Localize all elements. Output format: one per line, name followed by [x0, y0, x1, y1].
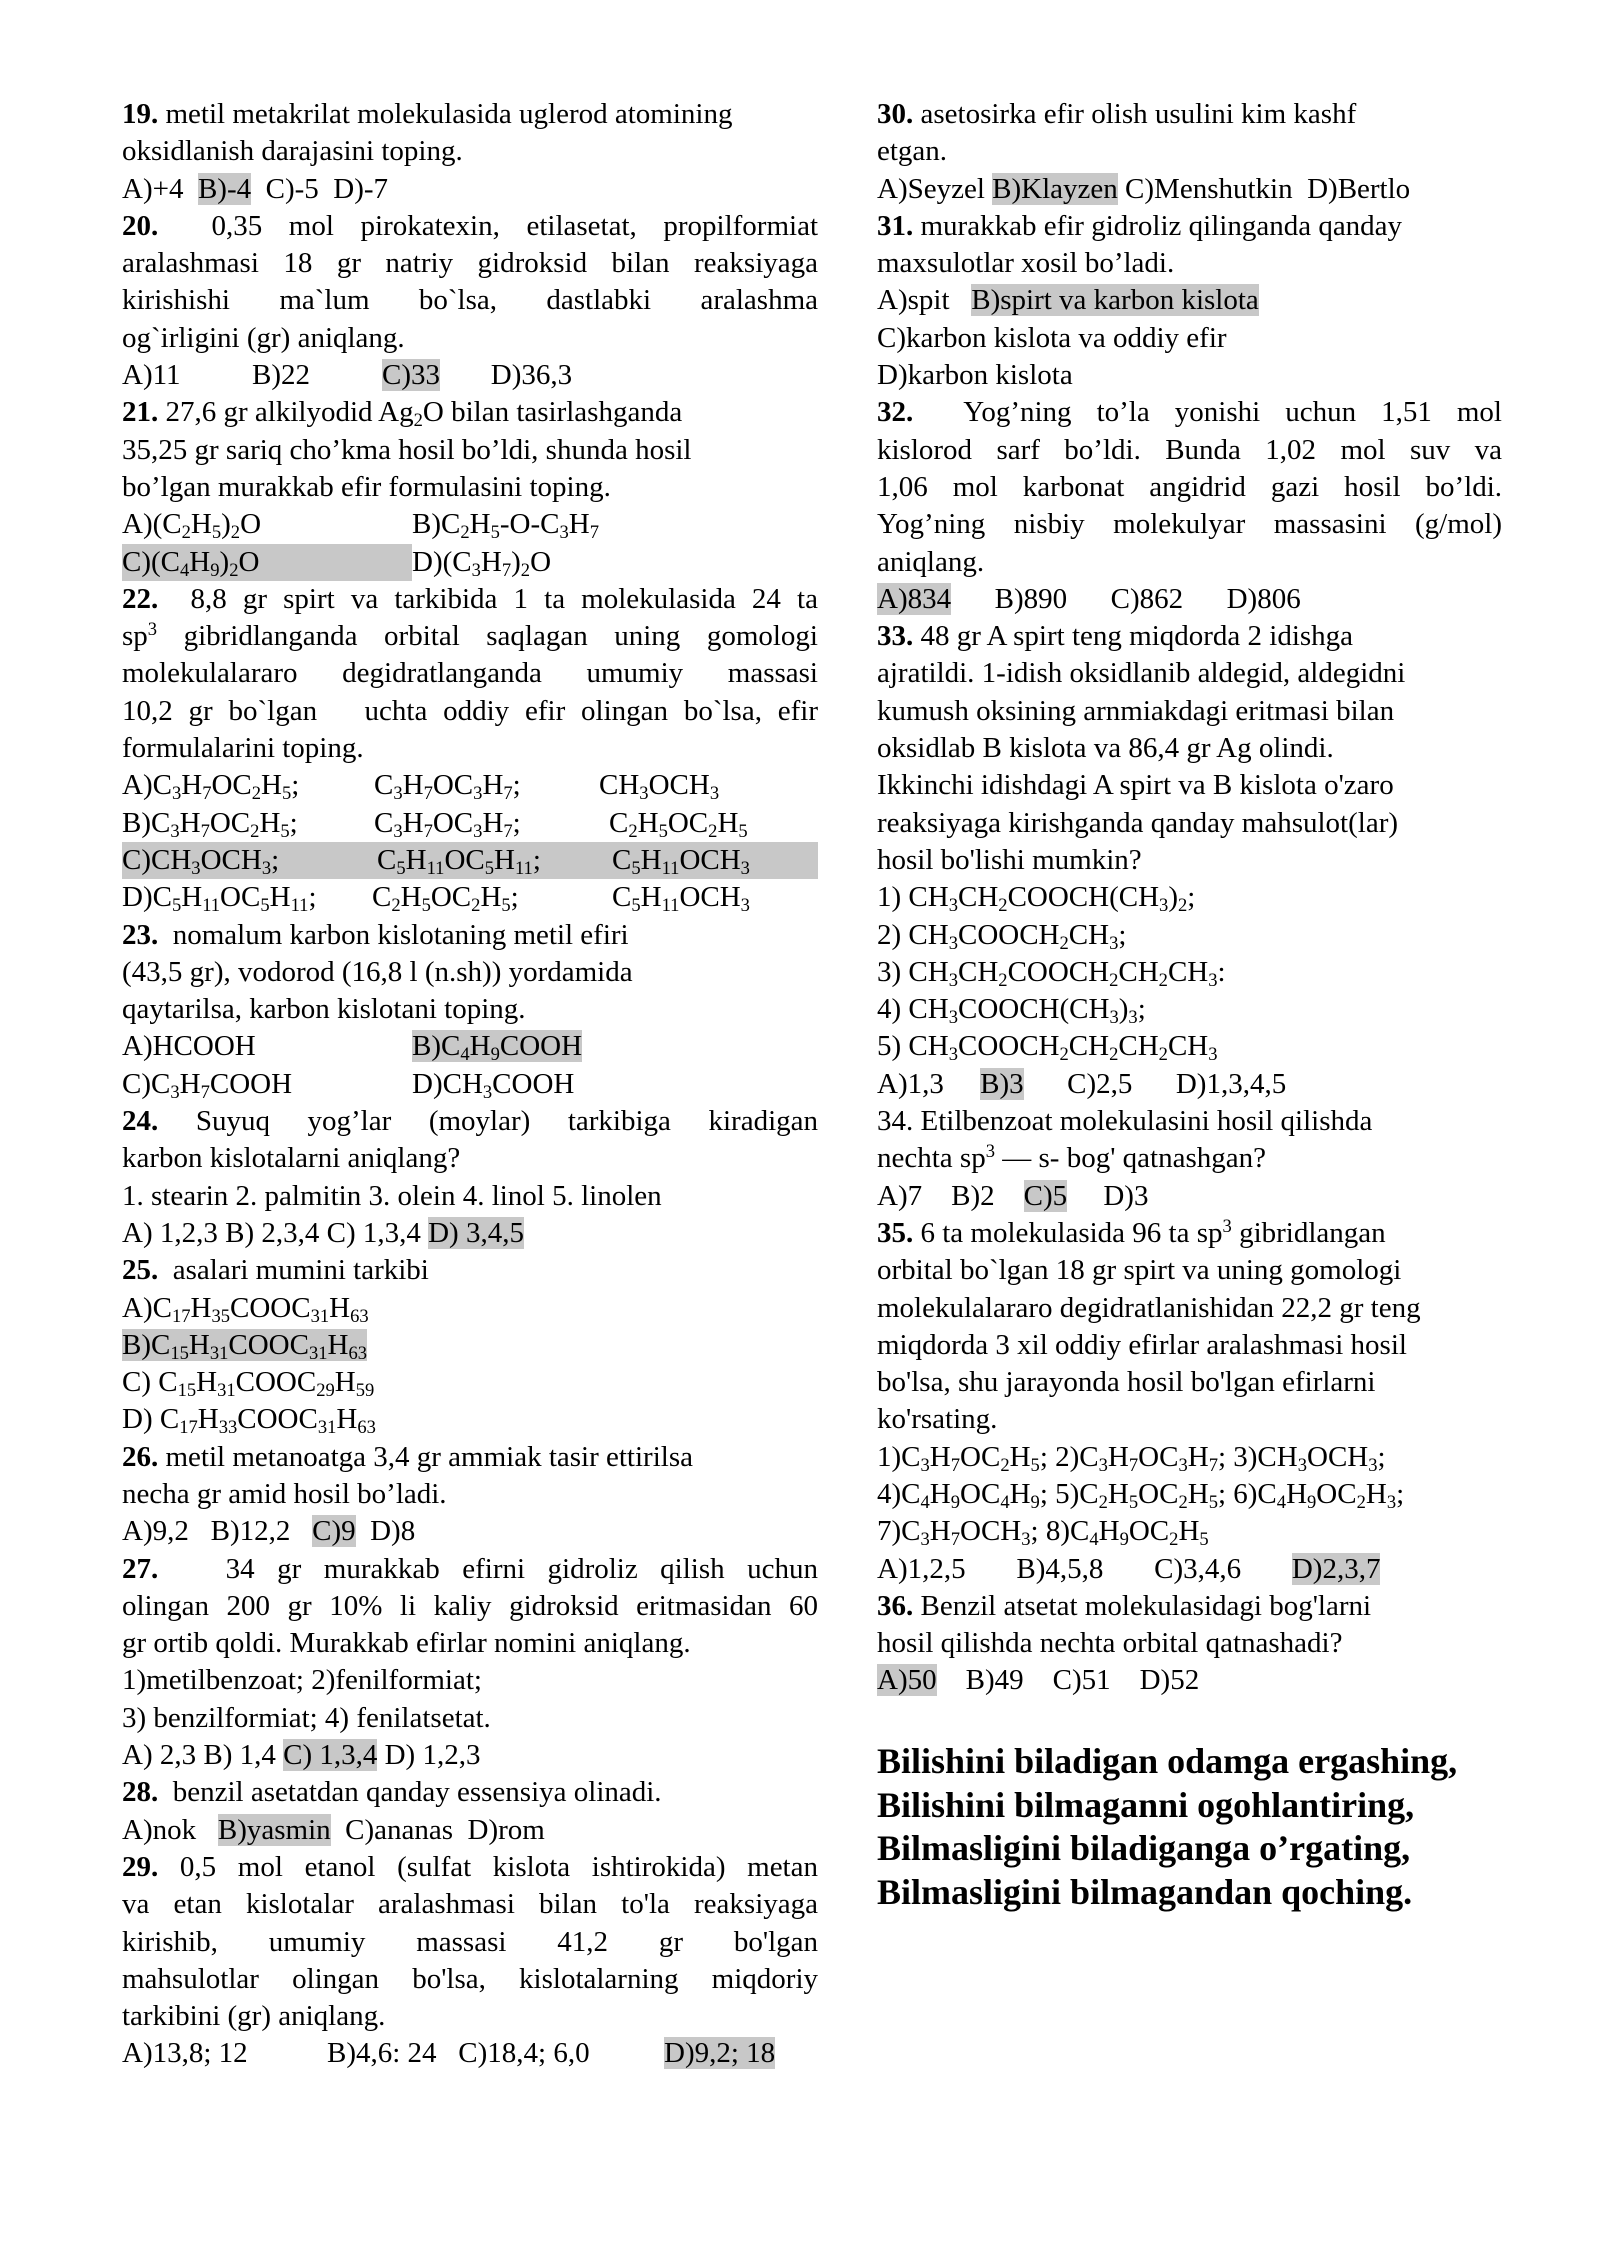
right-line — [877, 432, 1502, 469]
left-line — [122, 917, 818, 954]
text-run: kirishishi ma`lum bo`lsa, dastlabki aralashma — [122, 284, 818, 317]
text-run: karbon kislotalarni aniqlang? — [122, 1142, 461, 1175]
left-line — [122, 1252, 818, 1289]
right-line — [877, 1215, 1502, 1252]
right-line — [877, 1140, 1502, 1177]
left-line — [122, 1737, 818, 1774]
question-number: 20. — [122, 209, 159, 242]
motto-line: Bilmasligini biladiganga o’rgating, — [877, 1828, 1411, 1868]
question-number: 24. — [122, 1105, 159, 1138]
motto-line: Bilishini bilmaganni ogohlantiring, — [877, 1784, 1415, 1825]
text-run: 35,25 gr sariq cho’kma hosil bo’ldi, shunda hosil — [122, 433, 692, 466]
text-run: molekulalararo degidratlanishidan 22,2 gr teng — [877, 1291, 1421, 1324]
text-run: $C_2H_5OC_2H_5$; — [372, 881, 519, 917]
left-line — [122, 1066, 818, 1103]
text-run: D)karbon kislota — [877, 359, 1073, 392]
text-run: $A)C_3H_7OC_2H_5$; — [122, 769, 300, 805]
left-line — [122, 1215, 818, 1252]
text-run: ko'rsating. — [877, 1403, 998, 1436]
text-run: nomalum karbon kislotaning metil efiri — [158, 918, 629, 951]
text-run: $C_5H_{11}OCH_3$ — [612, 881, 750, 917]
text-run: Benzil atsetat molekulasidagi bog'larni — [913, 1589, 1372, 1622]
left-line — [122, 394, 818, 431]
text-run: C)karbon kislota va oddiy efir — [877, 321, 1227, 354]
left-line — [122, 954, 818, 991]
text-run: 1,06 mol karbonat angidrid gazi hosil bo’ldi. — [877, 470, 1502, 503]
right-line — [877, 96, 1502, 133]
question-number: 19. — [122, 98, 159, 130]
right-line — [877, 544, 1502, 581]
text-run: asetosirka efir olish usulini kim kashf — [913, 98, 1357, 130]
left-line — [122, 282, 818, 319]
right-line — [877, 320, 1502, 357]
text-run: $C_2H_5OC_2H_5$ — [609, 806, 748, 842]
text-run: orbital bo`lgan 18 gr spirt va uning gomologi — [877, 1254, 1402, 1287]
text-run: C)2,5 D)1,3,4,5 — [1023, 1067, 1287, 1100]
left-line — [122, 245, 818, 282]
right-line — [877, 767, 1502, 804]
text-run: metil metanoatga 3,4 gr ammiak tasir ettirilsa — [158, 1440, 693, 1473]
text-run: D)36,3 — [440, 359, 573, 392]
left-line — [122, 1476, 818, 1513]
text-run: 2) $CH_3COOCH_2CH_3$; — [877, 918, 1127, 954]
text-run: (43,5 gr), vodorod (16,8 l (n.sh)) yordamida — [122, 955, 633, 988]
right-line — [877, 245, 1502, 282]
left-line — [122, 767, 818, 804]
text-run: molekulalararo degidratlanganda umumiy massasi — [122, 657, 818, 690]
left-line — [122, 1849, 818, 1886]
highlighted-answer: C) 1,3,4 — [283, 1739, 378, 1772]
left-line — [122, 1401, 818, 1438]
left-line — [122, 1364, 818, 1401]
right-line — [877, 1327, 1502, 1364]
question-number: 25. — [122, 1254, 159, 1287]
text-run: kirishib, umumiy massasi 41,2 gr bo'lgan — [122, 1925, 818, 1958]
text-run: A)spit — [877, 284, 972, 317]
text-run: B)890 C)862 D)806 — [951, 582, 1301, 615]
text-run: 34. Etilbenzoat molekulasini hosil qilishda — [877, 1105, 1373, 1138]
text-run: C) $C_{15}H_{31}COOC_{29}H_{59}$ — [122, 1366, 375, 1402]
question-number: 28. — [122, 1776, 159, 1809]
text-run: aralashmasi 18 gr natriy gidroksid bilan reaksiyaga — [122, 247, 818, 280]
question-number: 35. — [877, 1216, 914, 1249]
question-number: 33. — [877, 620, 914, 653]
left-line — [122, 469, 818, 506]
question-number: 23. — [122, 918, 159, 951]
left-line — [122, 208, 818, 245]
highlighted-answer: D) 3,4,5 — [428, 1216, 524, 1249]
right-line — [877, 506, 1502, 543]
text-run: formulalarini toping. — [122, 732, 364, 765]
text-run: A)1,3 — [877, 1067, 981, 1100]
right-line — [877, 469, 1502, 506]
text-run: $C_5H_{11}OC_5H_{11}$; — [377, 843, 541, 880]
text-run: 34 gr murakkab efirni gidroliz qilish uchun — [158, 1552, 818, 1585]
text-run: 6 ta molekulasida 96 ta $sp^3$ gibridlangan — [913, 1215, 1386, 1249]
right-line — [877, 693, 1502, 730]
text-run: oksidlab B kislota va 86,4 gr Ag olindi. — [877, 732, 1334, 765]
text-run: A)nok — [122, 1813, 218, 1846]
right-line — [877, 1252, 1502, 1289]
text-run: Ikkinchi idishdagi A spirt va B kislota o'zaro — [877, 769, 1394, 802]
text-run: B)4,6: 24 C)18,4; 6,0 — [327, 2037, 612, 2070]
highlighted-answer: $B)C_4H_9COOH$ — [412, 1030, 583, 1066]
highlighted-answer: B)spirt va karbon kislota — [971, 284, 1259, 317]
text-run: $B)C_2H_5-O-C_3H_7$ — [412, 508, 599, 544]
text-run: $4)C_4H_9OC_4H_9$; $5)C_2H_5OC_2H_5$; $6)C_4H_9OC_2H_3$; — [877, 1477, 1405, 1514]
text-run: mahsulotlar olingan bo'lsa, kislotalarning miqdoriy — [122, 1962, 818, 1995]
text-run: B)22 — [252, 359, 310, 392]
text-run: Suyuq yog’lar (moylar) tarkibiga kiradigan — [158, 1105, 818, 1138]
text-run: A)11 — [122, 359, 181, 392]
left-line — [122, 171, 818, 208]
highlighted-answer: A)50 — [877, 1664, 937, 1697]
left-line — [122, 1924, 818, 1961]
highlighted-answer: B)Klayzen — [992, 172, 1118, 205]
left-line — [122, 1812, 818, 1849]
right-line — [877, 357, 1502, 394]
motto-block — [877, 1740, 1557, 1914]
text-run: D) $C_{17}H_{33}COOC_{31}H_{63}$ — [122, 1403, 376, 1439]
text-run: A)7 B)2 — [877, 1179, 1024, 1212]
highlighted-answer: B)-4 — [197, 172, 252, 205]
highlighted-answer: $C)(C_4H_9)_2O$ — [122, 544, 412, 581]
text-run: B)49 C)51 D)52 — [936, 1664, 1200, 1697]
right-line — [877, 1476, 1502, 1513]
text-run: $C)CH_3OCH_3$; — [122, 843, 280, 880]
left-line — [122, 730, 818, 767]
left-line — [122, 1998, 818, 2035]
right-line — [877, 1551, 1502, 1588]
right-line — [877, 917, 1502, 954]
question-number: 31. — [877, 209, 914, 242]
text-run: A)+4 — [122, 172, 198, 205]
highlighted-answer: C)9 — [312, 1515, 356, 1548]
left-line — [122, 1327, 818, 1364]
left-line — [122, 879, 818, 916]
text-run: kumush oksining arnmiakdagi eritmasi bilan — [877, 694, 1395, 727]
left-line — [122, 1886, 818, 1923]
left-line — [122, 357, 818, 394]
question-number: 21. — [122, 396, 159, 429]
text-run: A)1,2,5 B)4,5,8 C)3,4,6 — [877, 1552, 1292, 1585]
text-run: 5) $CH_3COOCH_2CH_2CH_2CH_3$ — [877, 1030, 1218, 1066]
text-run: Yog’ning nisbiy molekulyar massasini (g/mol) — [877, 508, 1502, 541]
right-line — [877, 655, 1502, 692]
left-line — [122, 618, 818, 655]
text-run: Yog’ning to’la yonishi uchun 1,51 mol — [913, 396, 1502, 429]
text-run: aniqlang. — [877, 545, 985, 578]
text-run: 10,2 gr bo`lgan uchta oddiy efir olingan bo`lsa, efir — [122, 694, 818, 727]
left-line — [122, 1774, 818, 1811]
left-line — [122, 1700, 818, 1737]
text-run: 4) $CH_3COOCH(CH_3)_3$; — [877, 993, 1146, 1029]
left-line — [122, 1178, 818, 1215]
text-run: tarkibini (gr) aniqlang. — [122, 2000, 386, 2033]
right-line — [877, 954, 1502, 991]
text-run: $A)C_{17}H_{35}COOC_{31}H_{63}$ — [122, 1291, 369, 1327]
text-run: kislorod sarf bo’ldi. Bunda 1,02 mol suv va — [877, 433, 1502, 466]
right-line — [877, 581, 1502, 618]
left-line — [122, 544, 818, 581]
text-run: 3) $CH_3CH_2COOCH_2CH_2CH_3$: — [877, 955, 1226, 992]
text-run: $D)CH_3COOH$ — [412, 1067, 575, 1103]
right-line — [877, 730, 1502, 767]
text-run: metil metakrilat molekulasida uglerod atomining — [158, 98, 733, 130]
text-run: C)ananas D)rom — [330, 1813, 545, 1846]
left-line — [122, 2035, 818, 2072]
highlighted-answer: C)5 — [1023, 1179, 1068, 1212]
highlighted-answer: B)yasmin — [217, 1813, 331, 1846]
text-run: $D)C_5H_{11}OC_5H_{11}$; — [122, 881, 317, 917]
text-run: hosil bo'lishi mumkin? — [877, 843, 1142, 876]
right-line — [877, 879, 1502, 916]
left-line — [122, 1290, 818, 1327]
text-run: nechta $sp^3$ — s- bog' qatnashgan? — [877, 1141, 1266, 1175]
text-run: murakkab efir gidroliz qilinganda qanday — [913, 209, 1403, 242]
text-run: 8,8 gr spirt va tarkibida 1 ta molekulasida 24 ta — [158, 582, 818, 615]
right-line — [877, 282, 1502, 319]
text-run: $1)C_3H_7OC_2H_5$; $2)C_3H_7OC_3H_7$; $3)CH_3OCH_3$; — [877, 1440, 1386, 1476]
left-line — [122, 805, 818, 842]
highlighted-answer: A)834 — [877, 582, 952, 615]
text-run: bo’lgan murakkab efir formulasini toping. — [122, 470, 611, 503]
text-run: A)Seyzel — [877, 172, 993, 205]
text-run: bo'lsa, shu jarayonda hosil bo'lgan efirlarni — [877, 1366, 1376, 1399]
highlighted-answer: D)2,3,7 — [1291, 1552, 1381, 1585]
text-run: D) 1,2,3 — [377, 1739, 481, 1772]
question-number: 26. — [122, 1440, 159, 1473]
motto-line: Bilmasligini bilmagandan qoching. — [877, 1871, 1413, 1912]
text-run: $A)(C_2H_5)_2O$ — [122, 508, 262, 544]
question-number: 22. — [122, 582, 159, 615]
left-line — [122, 581, 818, 618]
right-line — [877, 991, 1502, 1028]
left-line — [122, 506, 818, 543]
left-line — [122, 842, 818, 879]
text-run: 1. stearin 2. palmitin 3. olein 4. linol 5. linolen — [122, 1179, 662, 1212]
text-run: A)13,8; 12 — [122, 2037, 248, 2070]
right-line — [877, 1028, 1502, 1065]
text-run: A) 2,3 B) 1,4 — [122, 1739, 284, 1772]
right-line — [877, 1364, 1502, 1401]
right-line — [877, 208, 1502, 245]
right-line — [877, 1588, 1502, 1625]
right-line — [877, 1401, 1502, 1438]
text-run: $7)C_3H_7OCH_3$; $8)C_4H_9OC_2H_5$ — [877, 1515, 1209, 1551]
left-line — [122, 133, 818, 170]
left-line — [122, 1513, 818, 1550]
text-run: 1) $CH_3CH_2COOCH(CH_3)_2$; — [877, 881, 1196, 917]
text-run: $CH_3OCH_3$ — [599, 769, 720, 805]
highlighted-answer: D)9,2; 18 — [664, 2037, 776, 2070]
highlighted-answer: $B)C_{15}H_{31}COOC_{31}H_{63}$ — [122, 1328, 368, 1364]
left-line — [122, 1439, 818, 1476]
text-run: qaytarilsa, karbon kislotani toping. — [122, 993, 526, 1026]
left-line — [122, 1662, 818, 1699]
right-line — [877, 1103, 1502, 1140]
right-line — [877, 171, 1502, 208]
text-run: oksidlanish darajasini toping. — [122, 135, 463, 168]
left-line — [122, 991, 818, 1028]
left-line — [122, 96, 818, 133]
text-run: 48 gr A spirt teng miqdorda 2 idishga — [913, 620, 1354, 653]
text-run: $sp^3$ gibridlanganda orbital saqlagan uning gomologi — [122, 618, 818, 653]
text-run: $C_3H_7OC_3H_7$; — [374, 769, 521, 805]
right-line — [877, 1662, 1502, 1699]
text-run: A)HCOOH — [122, 1030, 256, 1063]
question-number: 30. — [877, 98, 914, 130]
text-run: C)Menshutkin D)Bertlo — [1117, 172, 1411, 205]
text-run: 0,35 mol pirokatexin, etilasetat, propilformiat — [158, 209, 818, 242]
question-number: 36. — [877, 1589, 914, 1622]
right-column — [877, 96, 1502, 1700]
text-run: benzil asetatdan qanday essensiya olinadi. — [158, 1776, 662, 1809]
left-line — [122, 655, 818, 692]
right-line — [877, 1066, 1502, 1103]
left-line — [122, 1103, 818, 1140]
right-line — [877, 618, 1502, 655]
right-line — [877, 805, 1502, 842]
question-number: 29. — [122, 1850, 159, 1883]
right-line — [877, 394, 1502, 431]
left-line — [122, 1588, 818, 1625]
left-line — [122, 1551, 818, 1588]
text-run: asalari mumini tarkibi — [158, 1254, 429, 1287]
left-column — [122, 96, 818, 2073]
text-run: hosil qilishda nechta orbital qatnashadi? — [877, 1627, 1343, 1660]
text-run: $B)C_3H_7OC_2H_5$; — [122, 806, 298, 842]
text-run: og`irligini (gr) aniqlang. — [122, 321, 405, 354]
left-line — [122, 1140, 818, 1177]
text-run: ajratildi. 1-idish oksidlanib aldegid, aldegidni — [877, 657, 1406, 690]
text-run: va etan kislotalar aralashmasi bilan to'la reaksiyaga — [122, 1888, 818, 1921]
left-line — [122, 1028, 818, 1065]
text-run: 3) benzilformiat; 4) fenilatsetat. — [122, 1701, 491, 1734]
highlighted-answer: B)3 — [980, 1067, 1024, 1100]
right-line — [877, 1178, 1502, 1215]
text-run: gr ortib qoldi. Murakkab efirlar nomini aniqlang. — [122, 1627, 691, 1660]
text-run: olingan 200 gr 10% li kaliy gidroksid eritmasidan 60 — [122, 1589, 818, 1622]
text-run: 27,6 gr alkilyodid $Ag_2O$ bilan tasirlashganda — [158, 396, 683, 432]
motto-line: Bilishini biladigan odamga ergashing, — [877, 1741, 1458, 1781]
text-run: reaksiyaga kirishganda qanday mahsulot(lar) — [877, 806, 1399, 839]
left-line — [122, 432, 818, 469]
left-line — [122, 1961, 818, 1998]
right-line — [877, 1513, 1502, 1550]
text-run: D)3 — [1067, 1179, 1149, 1212]
question-number: 27. — [122, 1552, 159, 1585]
right-line — [877, 1439, 1502, 1476]
left-line — [122, 693, 818, 730]
text-run: necha gr amid hosil bo’ladi. — [122, 1477, 447, 1510]
right-line — [877, 1290, 1502, 1327]
text-run: $D)(C_3H_7)_2O$ — [412, 545, 552, 581]
text-run: 0,5 mol etanol (sulfat kislota ishtirokida) metan — [158, 1850, 818, 1883]
text-run: etgan. — [877, 135, 948, 168]
question-number: 32. — [877, 396, 914, 429]
text-run: $C)C_3H_7COOH$ — [122, 1067, 293, 1103]
text-run: A)9,2 B)12,2 — [122, 1515, 313, 1548]
text-run: D)8 — [355, 1515, 416, 1548]
text-run: C)-5 D)-7 — [251, 172, 389, 205]
left-line — [122, 1625, 818, 1662]
text-run: $C_5H_{11}OCH_3$ — [612, 843, 750, 880]
right-line — [877, 842, 1502, 879]
text-run: maxsulotlar xosil bo’ladi. — [877, 247, 1175, 280]
right-line — [877, 1625, 1502, 1662]
left-line — [122, 320, 818, 357]
text-run: $C_3H_7OC_3H_7$; — [374, 806, 521, 842]
right-line — [877, 133, 1502, 170]
highlighted-answer: C)33 — [382, 359, 440, 392]
text-run: 1)metilbenzoat; 2)fenilformiat; — [122, 1664, 482, 1697]
text-run: miqdorda 3 xil oddiy efirlar aralashmasi hosil — [877, 1328, 1407, 1361]
text-run: A) 1,2,3 B) 2,3,4 C) 1,3,4 — [122, 1216, 429, 1249]
